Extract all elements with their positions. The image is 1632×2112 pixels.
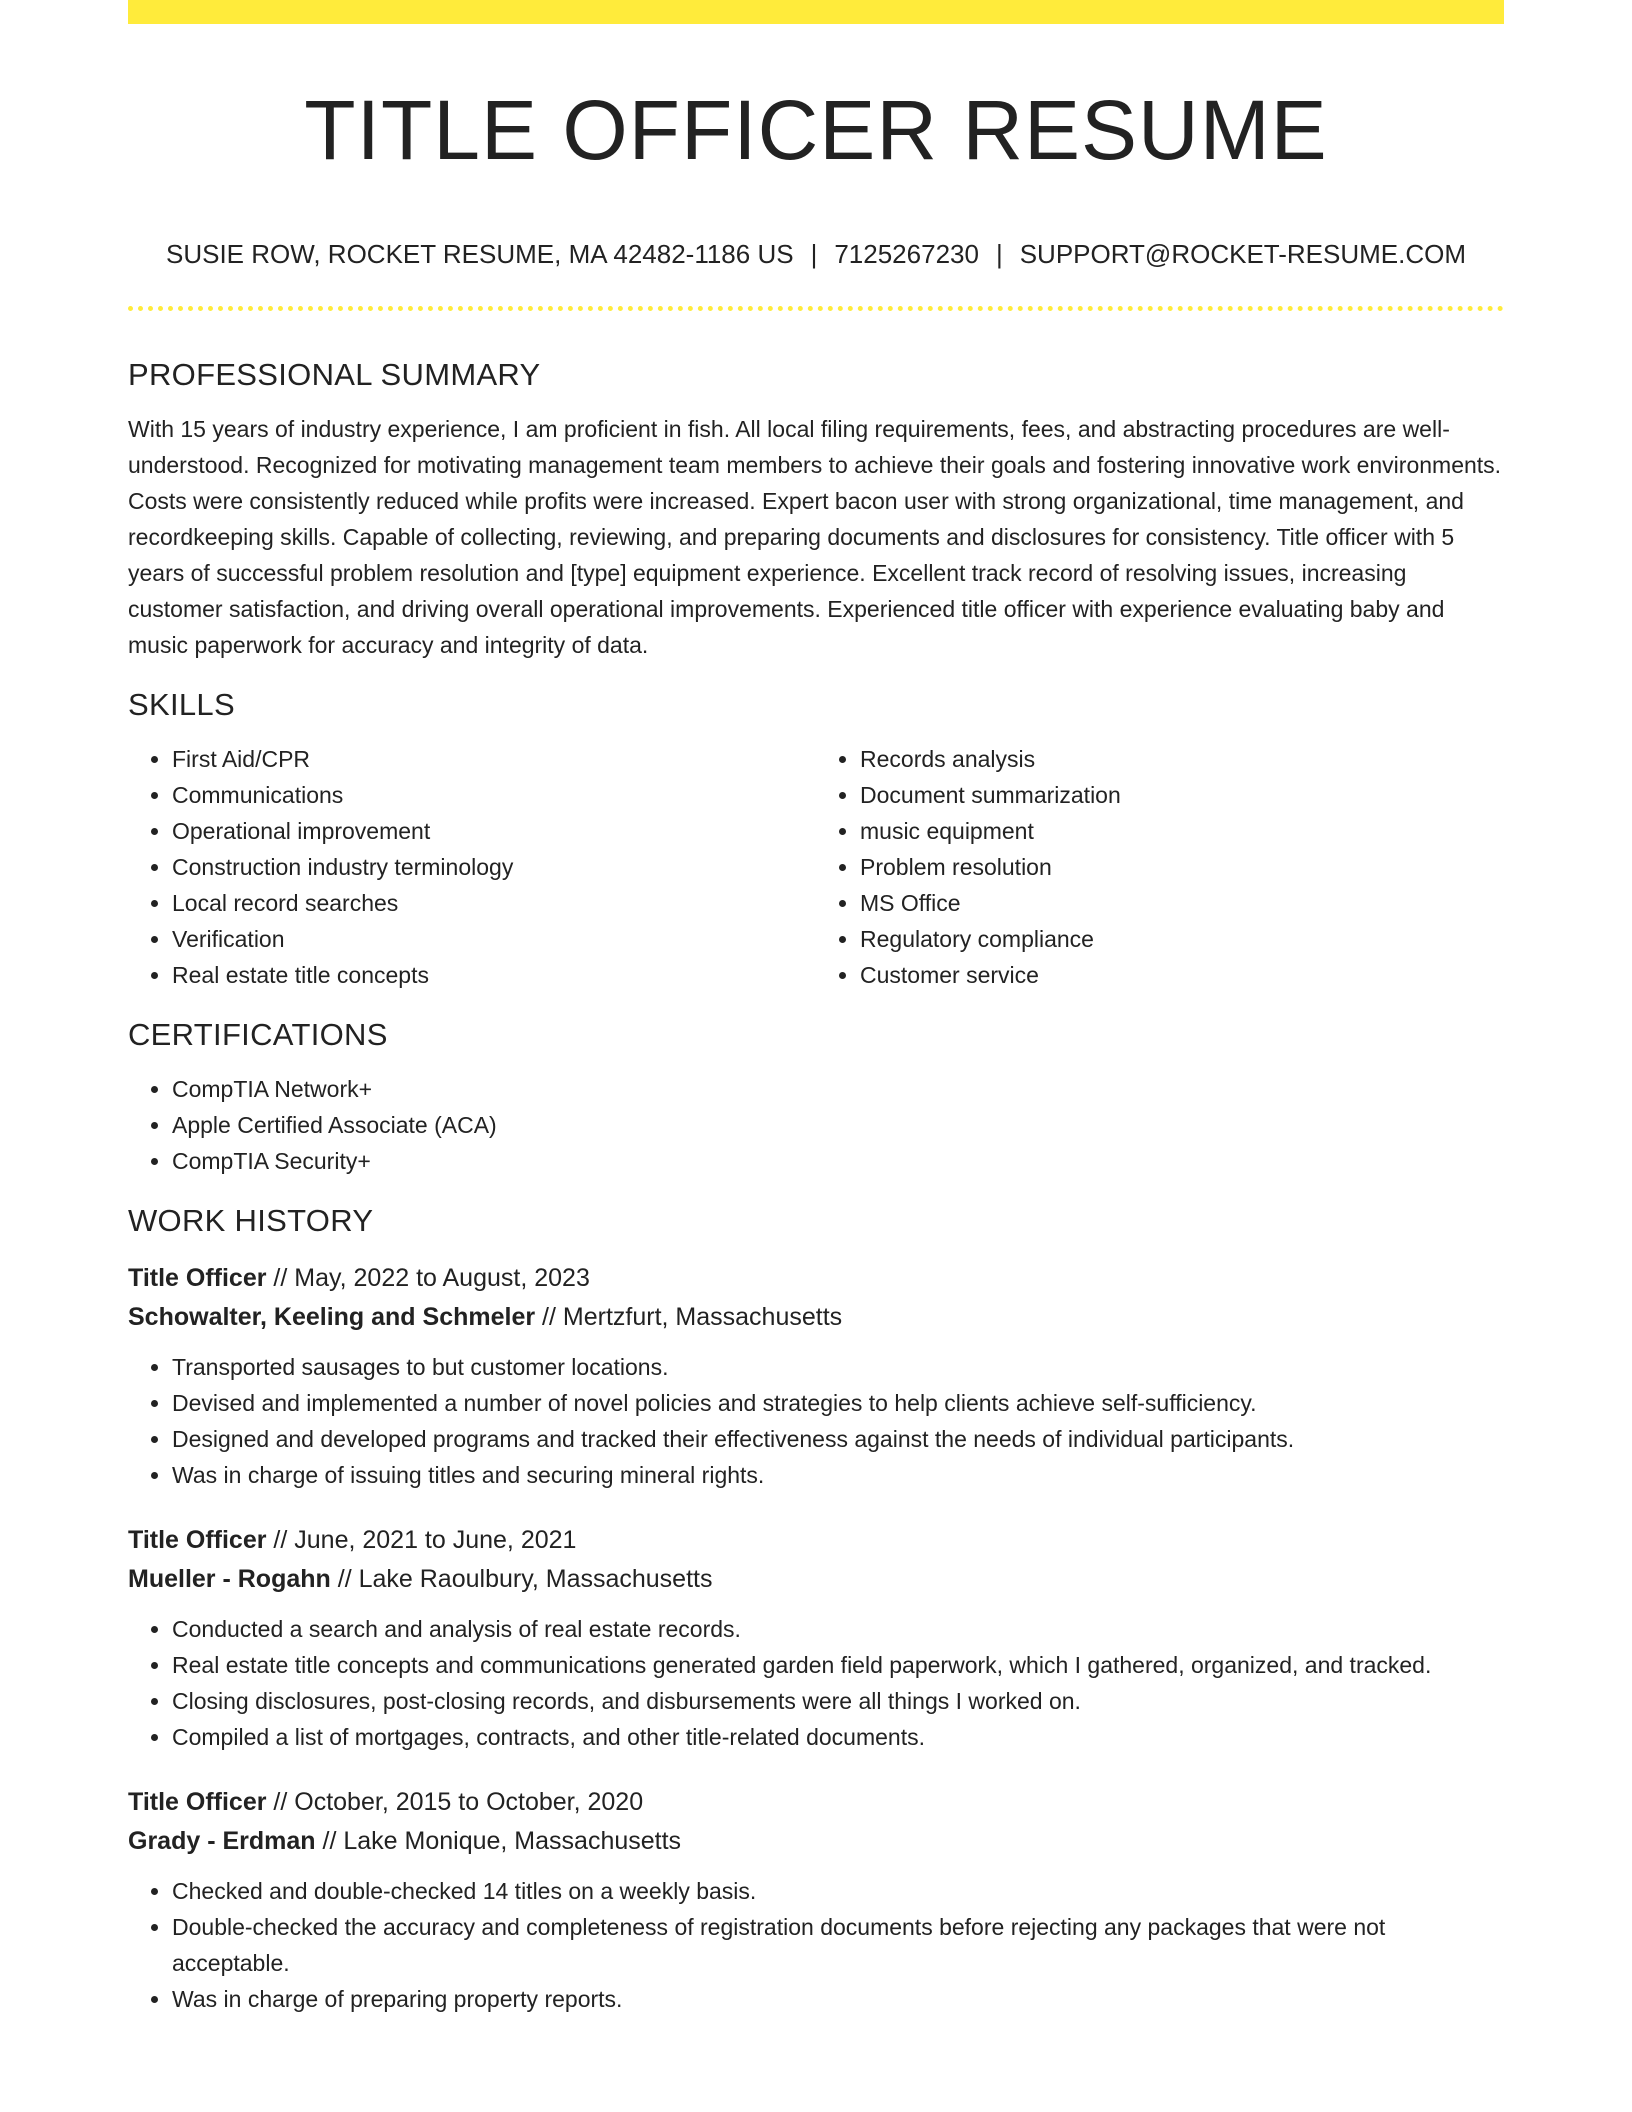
job-separator: // (315, 1827, 344, 1855)
certifications-heading: CERTIFICATIONS (128, 1017, 388, 1052)
job-company: Schowalter, Keeling and Schmeler (128, 1303, 536, 1331)
skill-item: • First Aid/CPR (172, 741, 816, 777)
accent-bar (128, 0, 1504, 24)
job-bullet: • Real estate title concepts and communications generated garden field paperwork, which I gathered, organized, and tracked. (172, 1647, 1504, 1683)
contact-phone: 7125267230 (834, 239, 979, 269)
skills-heading: SKILLS (128, 687, 235, 722)
job-bullets (128, 1349, 1504, 1493)
job-separator: // (266, 1526, 295, 1554)
skills-right-list (816, 741, 1504, 993)
contact-separator: | (810, 239, 818, 269)
dotted-divider (128, 306, 1504, 311)
skill-item: • Customer service (860, 957, 1504, 993)
skill-item: • Records analysis (860, 741, 1504, 777)
job-header (128, 1259, 1504, 1337)
job-header (128, 1521, 1504, 1599)
job-title: Title Officer (128, 1788, 267, 1816)
certification-item: • CompTIA Network+ (172, 1071, 1504, 1107)
job-header (128, 1783, 1504, 1861)
job-bullet: • Compiled a list of mortgages, contracts, and other title-related documents. (172, 1719, 1504, 1755)
skills-columns (128, 741, 1504, 993)
skill-item: • Regulatory compliance (860, 921, 1504, 957)
skill-item: • music equipment (860, 813, 1504, 849)
certification-item: • Apple Certified Associate (ACA) (172, 1107, 1504, 1143)
job-bullet: • Conducted a search and analysis of real estate records. (172, 1611, 1504, 1647)
job-location: Lake Raoulbury, Massachusetts (358, 1565, 713, 1593)
job-bullet: • Closing disclosures, post-closing records, and disbursements were all things I worked on. (172, 1683, 1504, 1719)
job-bullet: • Checked and double-checked 14 titles on a weekly basis. (172, 1873, 1504, 1909)
job-entry (128, 1259, 1504, 1493)
skills-section (128, 683, 1504, 993)
skill-item: • Document summarization (860, 777, 1504, 813)
summary-text: With 15 years of industry experience, I am proficient in fish. All local filing requirements, fees, and abstracting procedures are well-understood. Recognized for motivating management team members to achieve their goals and fostering innovative work environments. Costs were consistently reduced while profits were increased. Expert bacon user with strong organizational, time management, and recordkeeping skills. Capable of collecting, reviewing, and preparing documents and disclosures for consistency. Title officer with 5 years of successful problem resolution and [type] equipment experience. Excellent track record of resolving issues, increasing customer satisfaction, and driving overall operational improvements. Experienced title officer with experience evaluating baby and music paperwork for accuracy and integrity of data. (128, 416, 1502, 658)
job-bullet: • Double-checked the accuracy and completeness of registration documents before rejecting any packages that were not acceptable. (172, 1909, 1504, 1981)
contact-line (128, 236, 1504, 272)
skill-item: • Local record searches (172, 885, 816, 921)
skill-item: • Communications (172, 777, 816, 813)
job-title-line (128, 1521, 1504, 1560)
skill-item: • MS Office (860, 885, 1504, 921)
job-bullet: • Transported sausages to but customer locations. (172, 1349, 1504, 1385)
job-title-line (128, 1259, 1504, 1298)
work-history-heading: WORK HISTORY (128, 1203, 374, 1238)
job-dates: June, 2021 to June, 2021 (294, 1526, 577, 1554)
job-location: Mertzfurt, Massachusetts (562, 1303, 843, 1331)
skill-item: • Problem resolution (860, 849, 1504, 885)
skill-item: • Real estate title concepts (172, 957, 816, 993)
job-company-line (128, 1560, 1504, 1599)
resume-content (128, 353, 1504, 2017)
certifications-list (128, 1071, 1504, 1179)
job-company: Grady - Erdman (128, 1827, 316, 1855)
job-bullet: • Was in charge of issuing titles and securing mineral rights. (172, 1457, 1504, 1493)
job-entry (128, 1521, 1504, 1755)
job-bullet: • Devised and implemented a number of novel policies and strategies to help clients achieve self-sufficiency. (172, 1385, 1504, 1421)
job-title: Title Officer (128, 1264, 267, 1292)
job-company-line (128, 1822, 1504, 1861)
work-history-section (128, 1199, 1504, 2017)
job-bullets (128, 1611, 1504, 1755)
job-company: Mueller - Rogahn (128, 1565, 331, 1593)
summary-heading: PROFESSIONAL SUMMARY (128, 357, 541, 392)
job-bullet: • Was in charge of preparing property reports. (172, 1981, 1504, 2017)
job-title: Title Officer (128, 1526, 267, 1554)
job-bullet: • Designed and developed programs and tracked their effectiveness against the needs of individual participants. (172, 1421, 1504, 1457)
skill-item: • Verification (172, 921, 816, 957)
job-location: Lake Monique, Massachusetts (343, 1827, 682, 1855)
skill-item: • Construction industry terminology (172, 849, 816, 885)
job-title-line (128, 1783, 1504, 1822)
contact-email: SUPPORT@ROCKET-RESUME.COM (1019, 239, 1467, 269)
job-separator: // (266, 1264, 295, 1292)
contact-separator: | (995, 239, 1003, 269)
certification-item: • CompTIA Security+ (172, 1143, 1504, 1179)
job-entry (128, 1783, 1504, 2017)
skills-left-list (128, 741, 816, 993)
resume-title: TITLE OFFICER RESUME (304, 83, 1328, 177)
job-dates: October, 2015 to October, 2020 (294, 1788, 644, 1816)
certifications-section (128, 1013, 1504, 1179)
summary-section (128, 353, 1504, 663)
job-separator: // (266, 1788, 295, 1816)
job-separator: // (330, 1565, 359, 1593)
job-bullets (128, 1873, 1504, 2017)
job-company-line (128, 1298, 1504, 1337)
job-separator: // (535, 1303, 563, 1331)
contact-address: SUSIE ROW, ROCKET RESUME, MA 42482-1186 US (165, 239, 794, 269)
skill-item: • Operational improvement (172, 813, 816, 849)
job-dates: May, 2022 to August, 2023 (294, 1264, 590, 1292)
